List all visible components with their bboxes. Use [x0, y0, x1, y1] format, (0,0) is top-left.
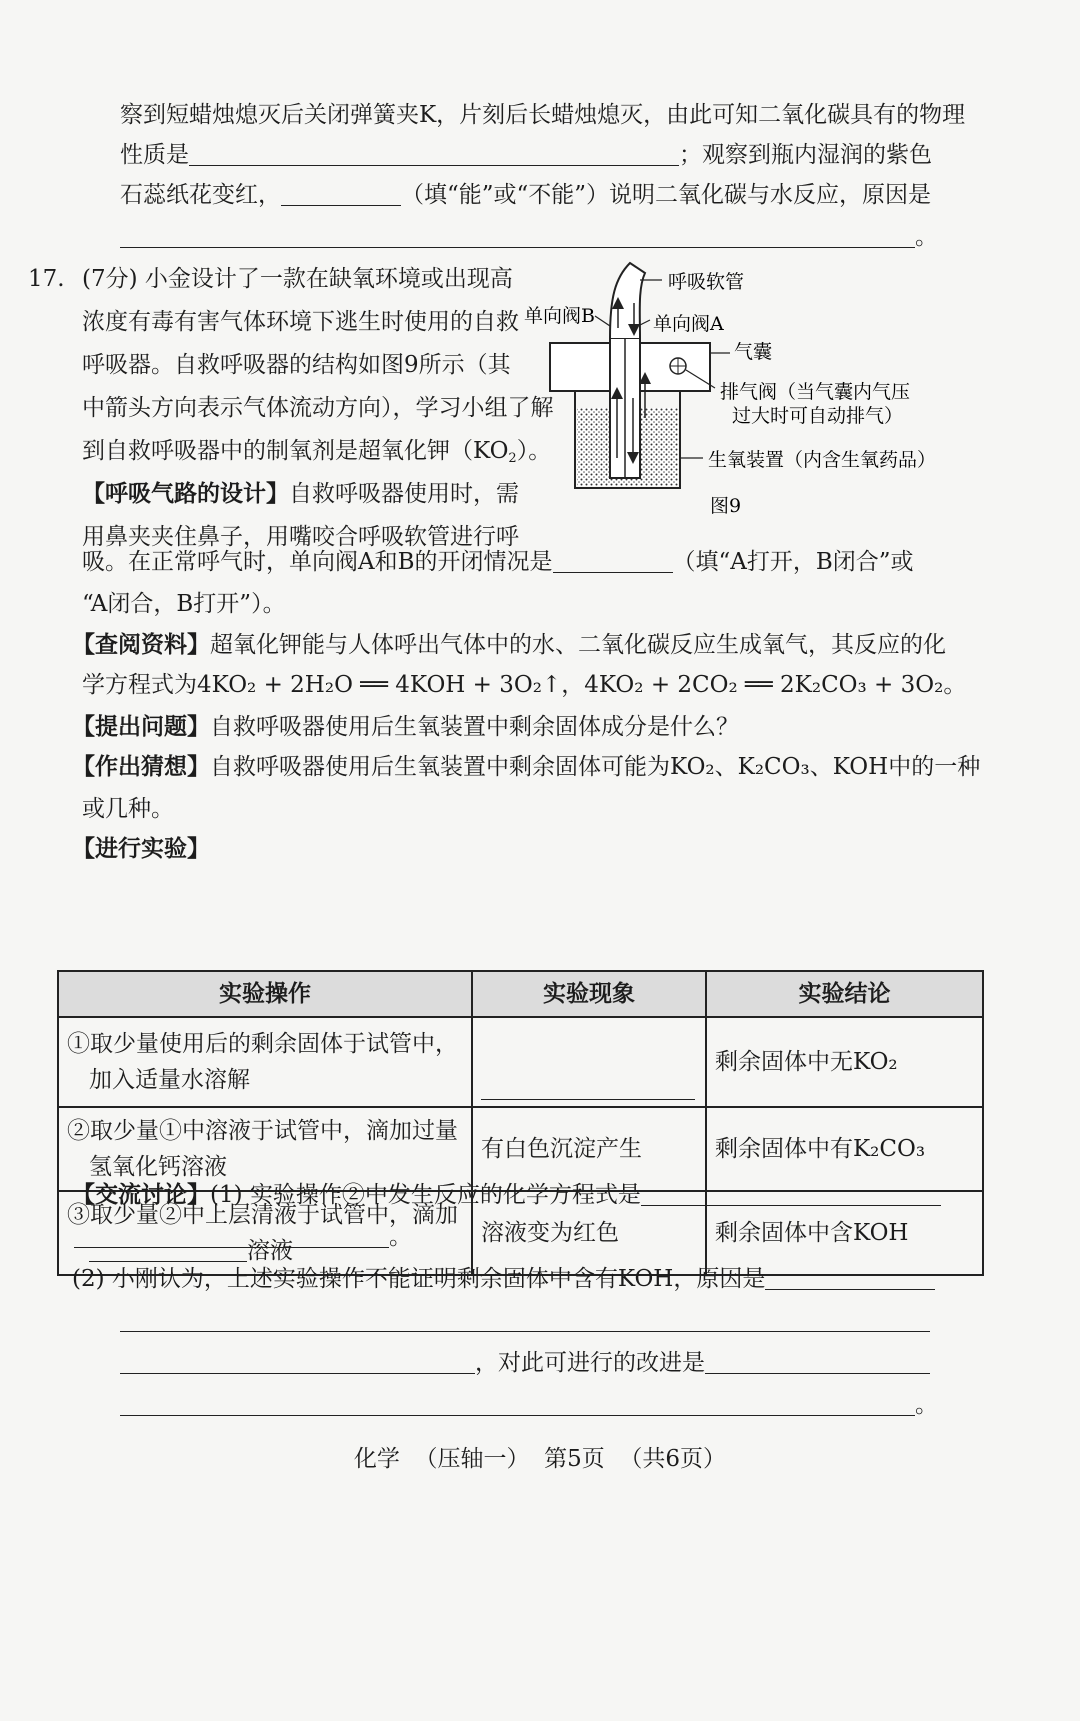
answer-blank-reason[interactable] [120, 223, 915, 248]
cell-phenomenon: 有白色沉淀产生 [472, 1107, 706, 1191]
answer-blank-reason-start[interactable] [765, 1265, 935, 1290]
cell-operation: ②取少量①中溶液于试管中，滴加过量 氢氧化钙溶液 [58, 1107, 472, 1191]
q16-line-2: 性质是 ；观察到瓶内湿润的紫色 [120, 142, 932, 168]
cell-conclusion: 剩余固体中有K₂CO₃ [706, 1107, 983, 1191]
reference-line-1: 【查阅资料】超氧化钾能与人体呼出气体中的水、二氧化碳反应生成氧气，其反应的化 [72, 632, 946, 658]
header-operation: 实验操作 [58, 971, 472, 1017]
cell-conclusion: 剩余固体中无KO₂ [706, 1017, 983, 1107]
q16-line-1: 察到短蜡烛熄灭后关闭弹簧夹K，片刻后长蜡烛熄灭，由此可知二氧化碳具有的物理 [120, 102, 966, 128]
discussion-line-6: 。 [120, 1388, 938, 1422]
cell-operation: ①取少量使用后的剩余固体于试管中， 加入适量水溶解 [58, 1017, 472, 1107]
discussion-line-4 [120, 1304, 930, 1338]
q16-line-4: 。 [120, 220, 938, 254]
label-hose: 呼吸软管 [668, 271, 745, 293]
label-valve-b: 单向阀B [524, 305, 595, 327]
discussion-line-1: 【交流讨论】(1) 实验操作②中发生反应的化学方程式是 [72, 1178, 941, 1212]
answer-blank-equation[interactable] [641, 1181, 941, 1206]
q17-intro: (7分) 小金设计了一款在缺氧环境或出现高 浓度有毒有害气体环境下逃生时使用的自救 呼吸器。自救呼吸器的结构如图9所示（其 中箭头方向表示气体流动方向），学习小组了解 到自救呼吸器中的制氧剂是超氧化钾$(KO_2)$。 【呼吸气路的设计】自救呼吸器使用时，需 用鼻夹夹住鼻子，用嘴咬合呼吸软管进行呼 [82, 266, 554, 550]
question-number: 17. [28, 266, 65, 292]
breathing-hose [610, 263, 645, 338]
cell-conclusion: 剩余固体中含KOH [706, 1191, 983, 1275]
guess-line-1: 【作出猜想】自救呼吸器使用后生氧装置中剩余固体可能为KO₂、K₂CO₃、KOH中的一种 [72, 754, 981, 780]
label-exhaust-2: 过大时可自动排气） [732, 405, 904, 427]
cell-phenomenon: 溶液变为红色 [472, 1191, 706, 1275]
reference-equation: 学方程式为4KO₂ + 2H₂O ══ 4KOH + 3O₂↑，4KO₂ + 2CO₂ ══ 2K₂CO₃ + 3O₂。 [82, 672, 967, 698]
answer-blank-equation-cont[interactable] [74, 1223, 389, 1248]
label-valve-a: 单向阀A [653, 313, 724, 335]
table-row [58, 1017, 983, 1107]
answer-blank-phenomenon[interactable] [481, 1075, 695, 1100]
answer-blank-can-or-cannot[interactable] [281, 181, 401, 206]
answer-blank-improvement-cont[interactable] [120, 1391, 915, 1416]
answer-blank-valve-state[interactable] [553, 548, 673, 573]
design-line-3: 吸。在正常呼气时，单向阀A和B的开闭情况是 （填“A打开，B闭合”或 [82, 549, 914, 575]
q16-line-3: 石蕊纸花变红， （填“能”或“不能”）说明二氧化碳与水反应，原因是 [120, 182, 932, 208]
label-exhaust-1: 排气阀（当气囊内气压 [720, 381, 911, 403]
discussion-line-2: 。 [74, 1220, 412, 1254]
label-generator: 生氧装置（内含生氧药品） [708, 449, 937, 471]
discussion-line-3: (2) 小刚认为，上述实验操作不能证明剩余固体中含有KOH，原因是 [72, 1262, 935, 1296]
respirator-diagram [520, 258, 960, 528]
question-line: 【提出问题】自救呼吸器使用后生氧装置中剩余固体成分是什么？ [72, 714, 739, 740]
experiment-heading: 【进行实验】 [72, 836, 210, 862]
table-header-row [58, 971, 983, 1017]
page-footer: 化学 （压轴一） 第5页 （共6页） [353, 1446, 727, 1472]
figure-caption: 图9 [710, 495, 742, 517]
header-conclusion: 实验结论 [706, 971, 983, 1017]
label-bag: 气囊 [734, 341, 773, 363]
answer-blank-improvement[interactable] [705, 1349, 930, 1374]
header-phenomenon: 实验现象 [472, 971, 706, 1017]
design-line-4: “A闭合，B打开”）。 [82, 591, 286, 617]
cell-phenomenon [472, 1017, 706, 1107]
guess-line-2: 或几种。 [82, 796, 174, 822]
answer-blank-reason-end[interactable] [120, 1349, 475, 1374]
answer-blank-reason-cont[interactable] [120, 1307, 930, 1332]
answer-blank-physical-property[interactable] [189, 141, 679, 166]
discussion-line-5: ，对此可进行的改进是 [120, 1346, 930, 1380]
cell-operation: ③取少量②中上层清液于试管中，滴加 溶液 [58, 1191, 472, 1275]
